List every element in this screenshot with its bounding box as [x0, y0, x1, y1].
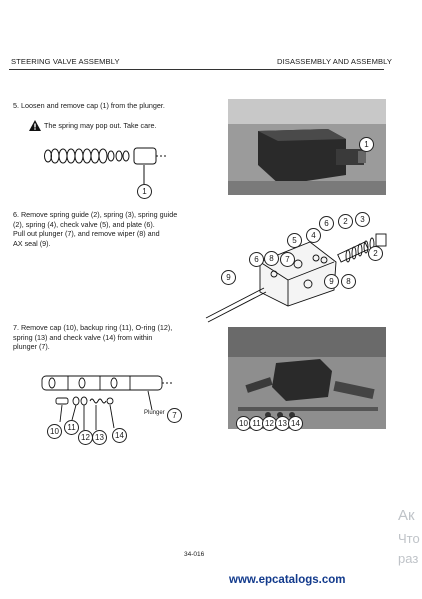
callout-6a: 6 — [319, 216, 334, 231]
photo2-callout-11: 11 — [249, 416, 264, 431]
section-title: STEERING VALVE ASSEMBLY — [11, 57, 120, 66]
callout-11: 11 — [64, 420, 79, 435]
photo2-callout-14: 14 — [288, 416, 303, 431]
step-7-line-2: spring (13) and check valve (14) from within — [13, 332, 153, 342]
warning-triangle-icon — [29, 120, 41, 131]
site-url[interactable]: www.epcatalogs.com — [229, 574, 346, 586]
figure-cap-removal — [40, 140, 175, 202]
warning-note — [29, 120, 157, 131]
step-6-line-1: 6. Remove spring guide (2), spring (3), spring guide — [13, 210, 178, 219]
watermark-line-2: Что — [398, 531, 420, 546]
callout-4: 4 — [306, 228, 321, 243]
callout-7b: 7 — [167, 408, 182, 423]
callout-9a: 7 — [280, 252, 295, 267]
callout-7a: 9 — [221, 270, 236, 285]
watermark-line-1: Ак — [398, 507, 415, 524]
callout-10: 10 — [47, 424, 62, 439]
chapter-title: DISASSEMBLY AND ASSEMBLY — [277, 57, 393, 66]
page-number: 34-016 — [184, 551, 205, 558]
photo2-callout-10: 10 — [236, 416, 251, 431]
plunger-label: Plunger — [144, 410, 165, 416]
header-rule — [9, 69, 384, 70]
callout-8b: 8 — [341, 274, 356, 289]
photo2-callout-12: 12 — [262, 416, 277, 431]
step-5-line-1: 5. Loosen and remove cap (1) from the plunger. — [13, 101, 165, 110]
callout-5: 5 — [287, 233, 302, 248]
step-7-line-1: 7. Remove cap (10), backup ring (11), O-ring (12), — [13, 323, 173, 332]
photo-plunger-parts-image — [228, 327, 386, 429]
step-6-line-4: AX seal (9). — [13, 238, 51, 248]
callout-12: 12 — [78, 430, 93, 445]
photo-plunger-parts — [228, 327, 386, 429]
step-5-text — [13, 101, 165, 111]
callout-2a: 2 — [338, 214, 353, 229]
step-6-line-2: (2), spring (4), check valve (5), and plate (6). — [13, 219, 155, 229]
callout-6b: 6 — [249, 252, 264, 267]
step-6-line-3: Pull out plunger (7), and remove wiper (8) and — [13, 229, 160, 239]
callout-3: 3 — [355, 212, 370, 227]
watermark-line-3: раз — [398, 551, 419, 566]
callout-8a: 8 — [264, 251, 279, 266]
callout-9b: 9 — [324, 274, 339, 289]
warning-text: The spring may pop out. Take care. — [44, 121, 157, 130]
callout-1: 1 — [137, 184, 152, 199]
callout-14: 14 — [112, 428, 127, 443]
callout-13: 13 — [92, 430, 107, 445]
photo2-callout-13: 13 — [275, 416, 290, 431]
step-7-text — [13, 323, 172, 352]
callout-2b: 2 — [368, 246, 383, 261]
photo1-callout-1: 1 — [359, 137, 374, 152]
step-6-text — [13, 210, 177, 248]
step-7-line-3: plunger (7). — [13, 342, 50, 352]
